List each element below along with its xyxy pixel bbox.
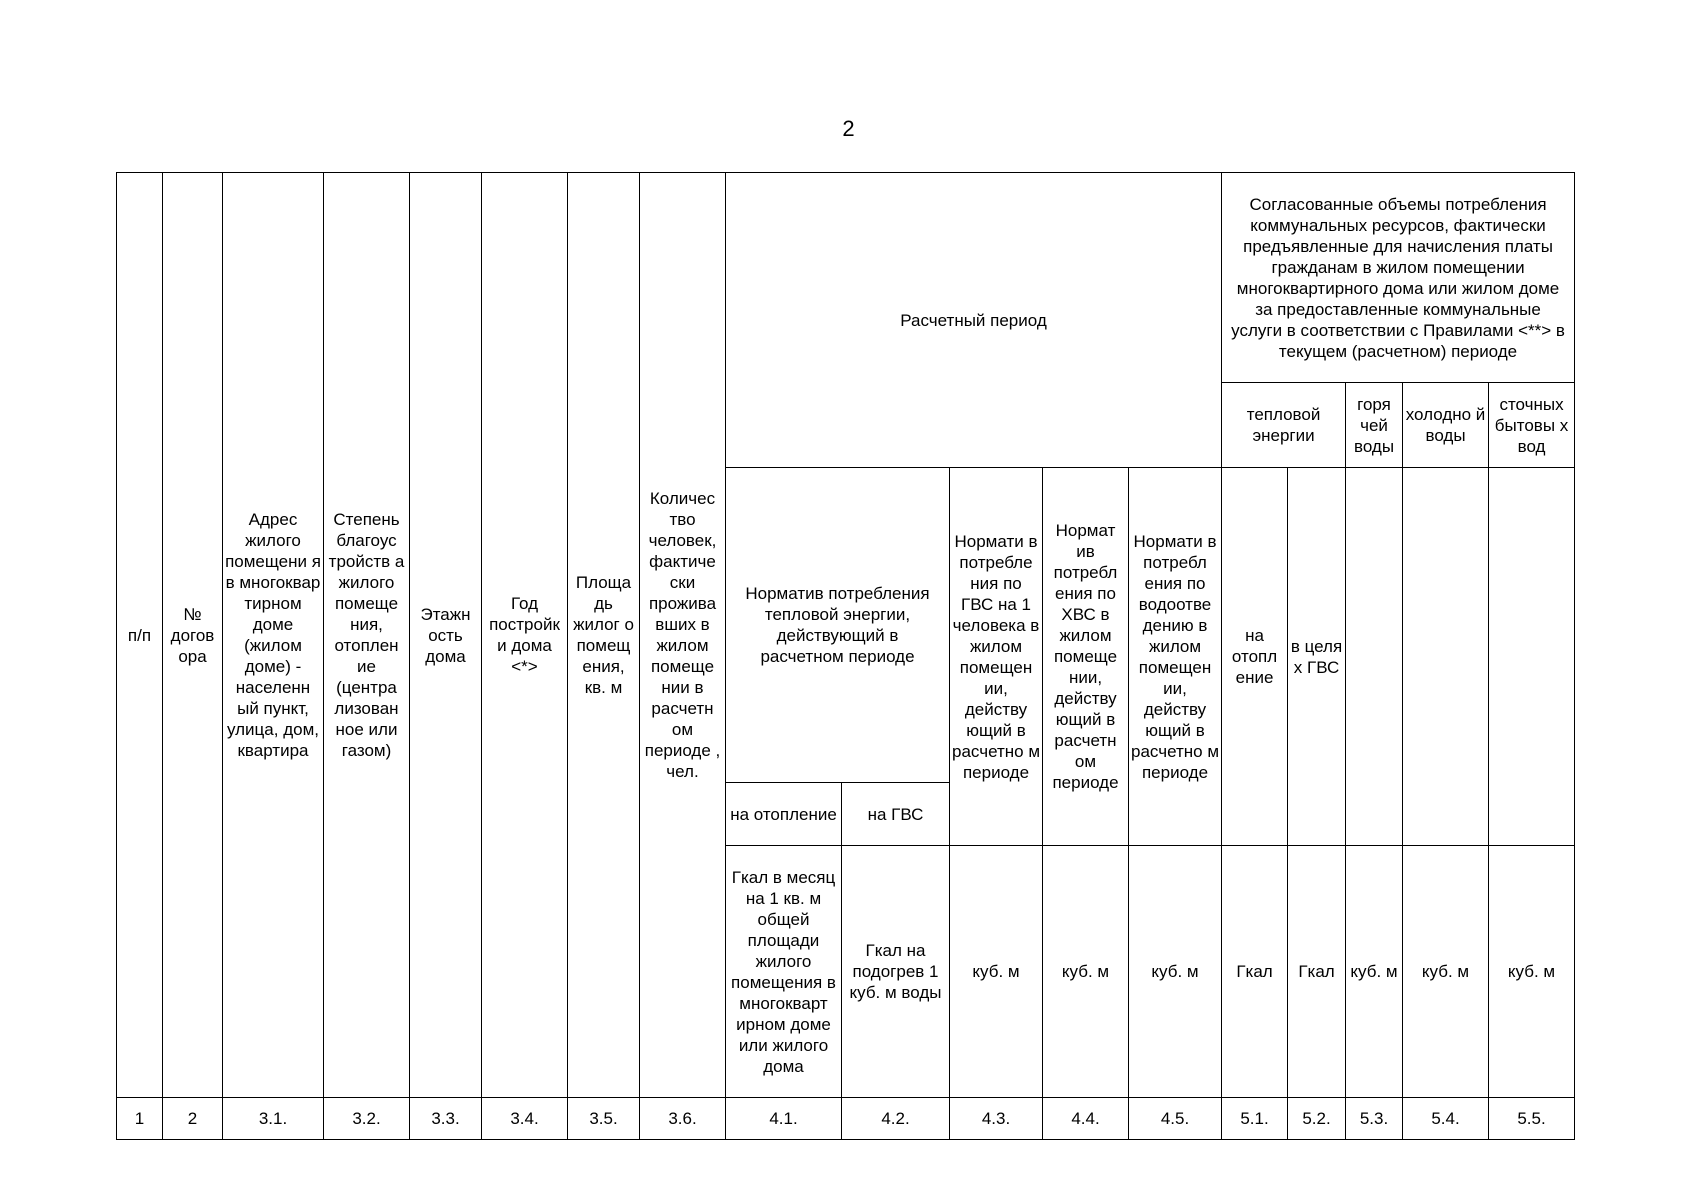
unit-m3: куб. м bbox=[1489, 846, 1575, 1098]
header-amenities: Степень благоус тройств а жилого помеще ния, отоплен ие (центра лизован ное или газом) bbox=[324, 173, 410, 1098]
header-residents: Количес тво человек, фактиче ски прожива вших в жилом помеще нии в расчетн ом периоде , чел. bbox=[640, 173, 726, 1098]
header-norm-sewage: Нормати в потребл ения по водоотве дению в жилом помещен ии, действу ющий в расчетно м периоде bbox=[1129, 468, 1222, 846]
header-hot-water: горя чей воды bbox=[1346, 383, 1403, 468]
number-cell: 4.1. bbox=[726, 1098, 842, 1140]
empty-cell bbox=[1403, 468, 1489, 846]
number-cell: 5.5. bbox=[1489, 1098, 1575, 1140]
number-cell: 5.4. bbox=[1403, 1098, 1489, 1140]
empty-cell bbox=[1346, 468, 1403, 846]
number-cell: 4.2. bbox=[842, 1098, 950, 1140]
unit-gcal: Гкал bbox=[1222, 846, 1288, 1098]
number-cell: 5.3. bbox=[1346, 1098, 1403, 1140]
number-cell: 4.5. bbox=[1129, 1098, 1222, 1140]
unit-gcal-heat: Гкал на подогрев 1 куб. м воды bbox=[842, 846, 950, 1098]
number-cell: 4.4. bbox=[1043, 1098, 1129, 1140]
page-number: 2 bbox=[842, 116, 855, 141]
empty-cell bbox=[1489, 468, 1575, 846]
number-cell: 1 bbox=[117, 1098, 163, 1140]
unit-gcal-month: Гкал в месяц на 1 кв. м общей площади жилого помещения в многокварт ирном доме или жилого дома bbox=[726, 846, 842, 1098]
subheader-heating: на отопление bbox=[726, 783, 842, 846]
header-norm-hvs: Нормат ив потребл ения по ХВС в жилом помеще нии, действу ющий в расчетн ом периоде bbox=[1043, 468, 1129, 846]
header-heat-energy: тепловой энергии bbox=[1222, 383, 1346, 468]
header-on-heating: на отопл ение bbox=[1222, 468, 1288, 846]
unit-m3: куб. м bbox=[1043, 846, 1129, 1098]
number-cell: 3.1. bbox=[223, 1098, 324, 1140]
unit-m3: куб. м bbox=[1403, 846, 1489, 1098]
unit-m3-narrow: куб. м bbox=[1346, 846, 1403, 1098]
numbering-row bbox=[117, 1098, 1575, 1140]
header-agreed-volumes: Согласованные объемы потребления коммунальных ресурсов, фактически предъявленные для начисления платы гражданам в жилом помещении многоквартирного дома или жилом доме за предоставленные коммунальные услуги в соответствии с Правилами <**> в текущем (расчетном) периоде bbox=[1222, 173, 1575, 383]
number-cell: 3.3. bbox=[410, 1098, 482, 1140]
number-cell: 2 bbox=[163, 1098, 223, 1140]
header-cold-water: холодно й воды bbox=[1403, 383, 1489, 468]
header-sewage: сточных бытовы х вод bbox=[1489, 383, 1575, 468]
unit-gcal: Гкал bbox=[1288, 846, 1346, 1098]
number-cell: 3.4. bbox=[482, 1098, 568, 1140]
header-norm-heat: Норматив потребления тепловой энергии, действующий в расчетном периоде bbox=[726, 468, 950, 783]
header-build-year: Год постройк и дома <*> bbox=[482, 173, 568, 1098]
number-cell: 4.3. bbox=[950, 1098, 1043, 1140]
header-row-number: п/п bbox=[117, 173, 163, 1098]
header-contract-number: № догов ора bbox=[163, 173, 223, 1098]
header-billing-period: Расчетный период bbox=[726, 173, 1222, 468]
number-cell: 3.2. bbox=[324, 1098, 410, 1140]
number-cell: 3.6. bbox=[640, 1098, 726, 1140]
header-norm-gvs: Нормати в потребле ния по ГВС на 1 человека в жилом помещен ии, действу ющий в расчетно м периоде bbox=[950, 468, 1043, 846]
header-address: Адрес жилого помещени я в многоквар тирном доме (жилом доме) - населенн ый пункт, улица, дом, квартира bbox=[223, 173, 324, 1098]
header-area: Площа дь жилог о помещ ения, кв. м bbox=[568, 173, 640, 1098]
subheader-gvs: на ГВС bbox=[842, 783, 950, 846]
header-for-gvs: в целя х ГВС bbox=[1288, 468, 1346, 846]
consumption-table bbox=[116, 172, 1575, 1140]
number-cell: 3.5. bbox=[568, 1098, 640, 1140]
header-floors: Этажн ость дома bbox=[410, 173, 482, 1098]
number-cell: 5.1. bbox=[1222, 1098, 1288, 1140]
unit-m3: куб. м bbox=[1129, 846, 1222, 1098]
number-cell: 5.2. bbox=[1288, 1098, 1346, 1140]
unit-m3: куб. м bbox=[950, 846, 1043, 1098]
